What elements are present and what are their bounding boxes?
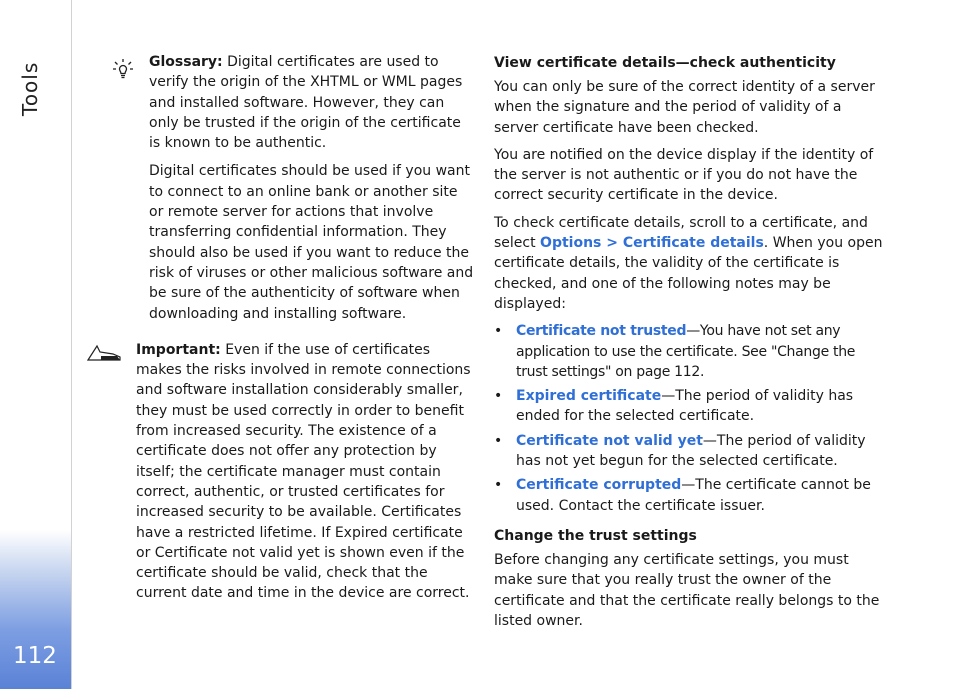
note-text: —The certificate cannot be used. Contact the certificate issuer. <box>516 477 871 514</box>
glossary-label: Glossary: <box>149 54 223 70</box>
paragraph-check-details <box>494 213 886 314</box>
important-note <box>95 340 475 604</box>
glossary-text: Digital certificates are used to verify the origin of the XHTML or WML pages and installed software. However, they can only be trusted if the origin of the certificate is known to be authentic. <box>149 54 463 152</box>
sidebar-divider <box>71 0 72 689</box>
list-item <box>494 321 886 382</box>
list-item <box>494 386 886 427</box>
paragraph-identity: You can only be sure of the correct identity of a server when the signature and the period of validity of a server certificate have been checked. <box>494 79 875 136</box>
note-text: —The period of validity has not yet begun for the selected certificate. <box>516 432 866 470</box>
note-term: Expired certificate <box>516 388 662 405</box>
bullet: • <box>494 477 503 494</box>
lightbulb-icon <box>112 58 134 80</box>
glossary-tip <box>95 52 475 324</box>
hand-pointer-icon <box>87 342 121 362</box>
options-certificate-details-link: Options > Certificate details <box>540 235 764 252</box>
paragraph-before-changing: Before changing any certificate settings, you must make sure that you really trust the owner of the certificate and that the certificate really belongs to the listed owner. <box>494 551 880 629</box>
section-title: Tools <box>18 61 42 116</box>
important-paragraph <box>136 340 475 604</box>
important-label: Important: <box>136 341 221 358</box>
glossary-paragraph-2: Digital certificates should be used if you want to connect to an online bank or another site or remote server for actions that involve transferring confidential information. They should also be used if you want to reduce the risk of viruses or other malicious software and be sure of the authenticity of software when downloading and installing software. <box>149 163 474 322</box>
check-details-text-1: To check certificate details, scroll to a certificate, and select <box>494 214 868 252</box>
paragraph-notified: You are notified on the device display if the identity of the server is not authentic or if you do not have the correct security certificate in the device. <box>494 146 874 204</box>
page-number: 112 <box>13 643 57 669</box>
note-text: —The period of validity has ended for the selected certificate. <box>516 388 854 425</box>
heading-view-certificate-details: View certificate details—check authenticity <box>494 55 836 71</box>
bullet: • <box>494 388 503 405</box>
glossary-paragraph <box>149 52 475 153</box>
certificate-notes-list <box>494 321 886 516</box>
note-text: —You have not set any application to use the certificate. See "Change the trust settings" on page 112. <box>516 323 856 380</box>
list-item <box>494 475 886 516</box>
important-text: Even if the use of certificates makes the risks involved in remote connections and software installation considerably smaller, they must be used correctly in order to benefit from increased security. The existence of a certificate does not offer any protection by itself; the certificate manager must contain correct, authentic, or trusted certificates for increased security to be available. Certificates have a restricted lifetime. If Expired certificate or Certificate not valid yet is shown even if the certificate should be valid, check that the current date and time in the device are correct. <box>136 341 471 602</box>
bullet: • <box>494 432 503 449</box>
note-term: Certificate not valid yet <box>516 432 703 449</box>
right-column <box>494 53 886 638</box>
note-term: Certificate not trusted <box>516 323 687 340</box>
list-item <box>494 431 886 472</box>
heading-change-trust-settings: Change the trust settings <box>494 527 697 544</box>
bullet: • <box>494 323 502 340</box>
note-term: Certificate corrupted <box>516 477 682 494</box>
left-column <box>95 52 475 604</box>
sidebar <box>0 0 72 689</box>
check-details-text-2: . When you open certificate details, the validity of the certificate is checked, and one of the following notes may be displayed: <box>494 235 883 312</box>
